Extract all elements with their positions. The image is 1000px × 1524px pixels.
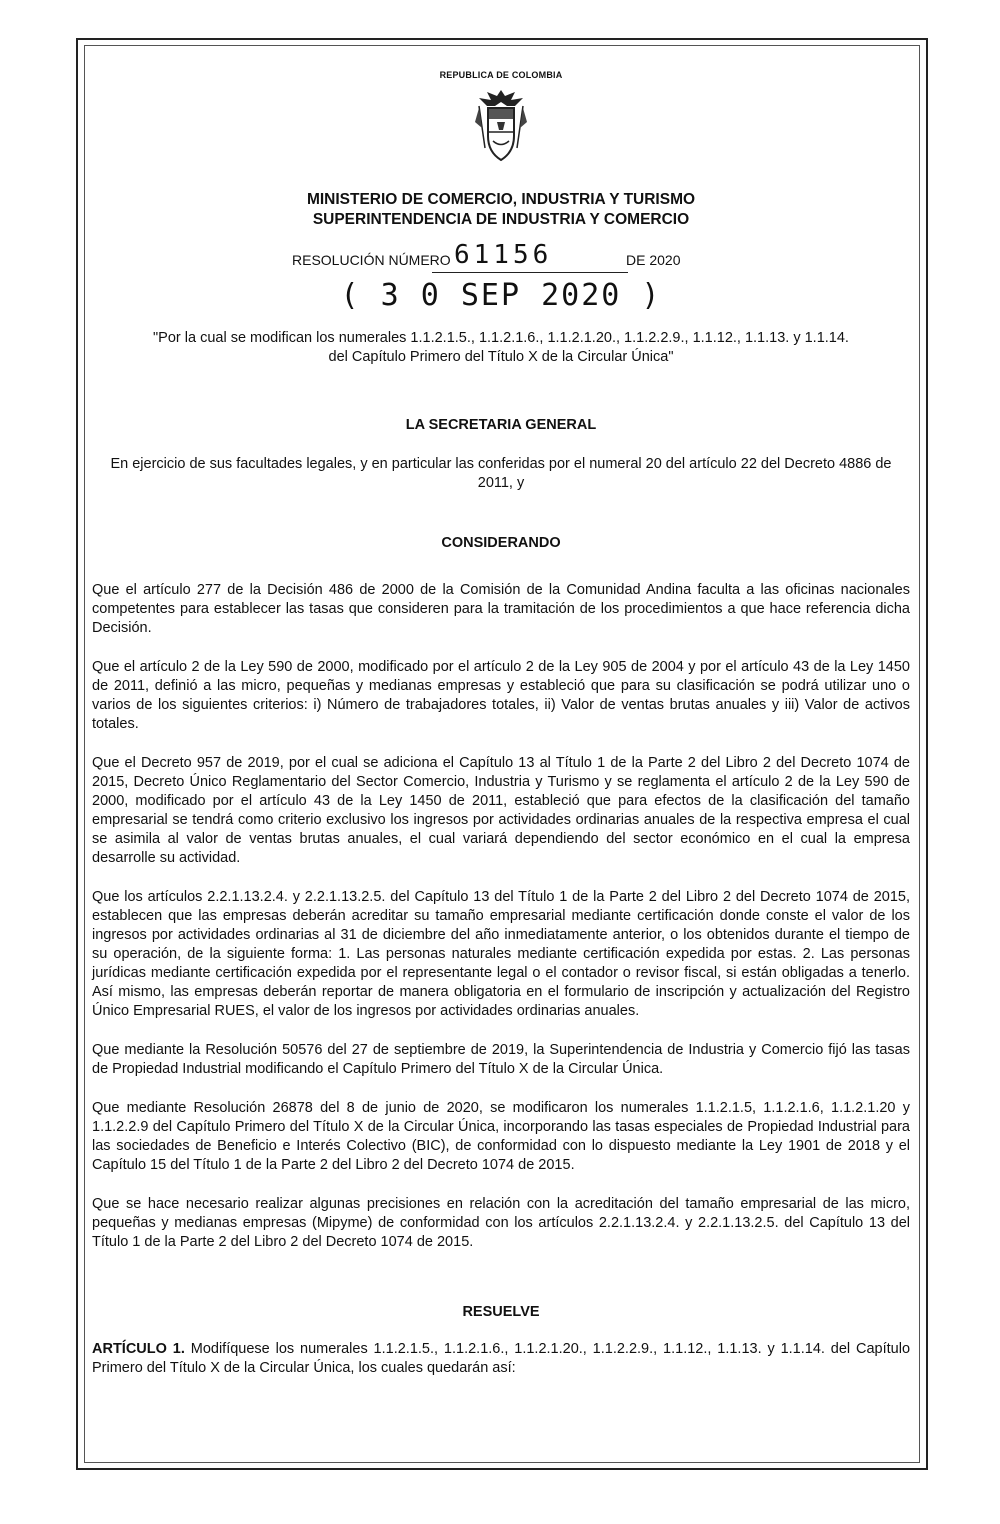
coat-of-arms-icon <box>471 86 531 166</box>
article-1-label: ARTÍCULO 1. <box>92 1341 185 1357</box>
ministry-name: MINISTERIO DE COMERCIO, INDUSTRIA Y TURISMO <box>306 191 696 208</box>
article-1 <box>92 1340 910 1378</box>
resolution-summary <box>92 329 910 367</box>
resolution-label: RESOLUCIÓN NÚMERO <box>292 252 451 268</box>
considerando-paragraph-3: Que el Decreto 957 de 2019, por el cual se adiciona el Capítulo 13 al Título 1 de la Parte 2 del Libro 2 del Decreto 1074 de 2015, Decreto Único Reglamentario del Sector Comercio, Industria y Turismo y se reglamenta el artículo 2 de la Ley 590 de 2000, modificado por el artículo 43 de la Ley 1450 de 2011, estableció que para efectos de la clasificación del tamaño empresarial se tendrá como criterio exclusivo los ingresos por actividades ordinarias anuales de la respectiva empresa el cual se asimila al valor de ventas brutas anuales, el cual variará dependiendo del sector económico en el cual la empresa desarrolle su actividad. <box>92 755 910 866</box>
considerando-paragraph-7: Que se hace necesario realizar algunas precisiones en relación con la acreditación del tamaño empresarial de las micro, pequeñas y medianas empresas (Mipyme) de conformidad con los artículos 2.2.1.13.2.4. y 2.2.1.13.2.5. del Capítulo 13 del Título 1 de la Parte 2 del Libro 2 del Decreto 1074 de 2015. <box>92 1196 910 1250</box>
considerando-paragraph-1: Que el artículo 277 de la Decisión 486 de 2000 de la Comisión de la Comunidad Andina faculta a las oficinas nacionales competentes para establecer las tasas que consideren para la tramitación de los procedimientos a que hace referencia dicha Decisión. <box>92 582 910 636</box>
date-stamp: ( 3 0 SEP 2020 ) <box>340 278 662 313</box>
article-1-text: Modifíquese los numerales 1.1.2.1.5., 1.1.2.1.6., 1.1.2.1.20., 1.1.2.2.9., 1.1.12., 1.1.13. y 1.1.14. del Capítulo Primero del Título X de la Circular Única, los cuales quedarán así: <box>92 1341 911 1376</box>
summary-line-2: del Capítulo Primero del Título X de la Circular Única" <box>328 349 674 365</box>
considerando-heading: CONSIDERANDO <box>441 535 561 551</box>
considerando-paragraph-4: Que los artículos 2.2.1.13.2.4. y 2.2.1.13.2.5. del Capítulo 13 del Título 1 de la Parte 2 del Libro 2 del Decreto 1074 de 2015, establecen que las empresas deberán acreditar su tamaño empresarial mediante certificación donde conste el valor de los ingresos por actividades ordinarias al 31 de diciembre del año inmediatamente anterior, o los obtenidos durante el tiempo de su operación, de la siguiente forma: 1. Las personas naturales mediante certificación expedida por estas. 2. Las personas jurídicas mediante certificación expedida por el representante legal o el contador o revisor fiscal, si están obligadas a tenerlo. Así mismo, las empresas deberán reportar de manera obligatoria en el formulario de inscripción y actualización del Registro Único Empresarial RUES, el valor de los ingresos por actividades ordinarias anuales. <box>92 889 910 1019</box>
document-body <box>92 60 910 1393</box>
considerando-paragraph-2: Que el artículo 2 de la Ley 590 de 2000, modificado por el artículo 2 de la Ley 905 de 2004 y por el artículo 43 de la Ley 1450 de 2011, definió a las micro, pequeñas y medianas empresas y estableció que para su clasificación se podrá utilizar uno o varios de los siguientes criterios: i) Número de trabajadores totales, ii) Valor de ventas brutas anuales y iii) Valor de activos totales. <box>92 659 910 732</box>
resuelve-heading: RESUELVE <box>462 1304 540 1320</box>
resolution-number-line <box>92 240 910 272</box>
resolution-number-underline <box>432 272 628 273</box>
authority-text: En ejercicio de sus facultades legales, y en particular las conferidas por el numeral 20 del artículo 22 del Decreto 4886 de 2011, y <box>110 456 892 491</box>
authority-heading: LA SECRETARIA GENERAL <box>405 417 597 433</box>
resolution-number: 61156 <box>454 240 553 270</box>
superintendence-name: SUPERINTENDENCIA DE INDUSTRIA Y COMERCIO <box>312 211 690 228</box>
republic-label: REPUBLICA DE COLOMBIA <box>439 70 563 80</box>
considerando-paragraph-6: Que mediante Resolución 26878 del 8 de junio de 2020, se modificaron los numerales 1.1.2.1.5, 1.1.2.1.6, 1.1.2.1.20 y 1.1.2.2.9 del Capítulo Primero del Título X de la Circular Única, incorporando las tasas especiales de Propiedad Industrial para las sociedades de Beneficio e Interés Colectivo (BIC), de conformidad con lo dispuesto mediante la Ley 1901 de 2018 y el Capítulo 15 del Título 1 de la Parte 2 del Libro 2 del Decreto 1074 de 2015. <box>92 1100 910 1173</box>
considerando-paragraph-5: Que mediante la Resolución 50576 del 27 de septiembre de 2019, la Superintendencia de Industria y Comercio fijó las tasas de Propiedad Industrial modificando el Capítulo Primero del Título X de la Circular Única. <box>92 1042 910 1077</box>
summary-line-1: "Por la cual se modifican los numerales 1.1.2.1.5., 1.1.2.1.6., 1.1.2.1.20., 1.1.2.2.9., 1.1.12., 1.1.13. y 1.1.14. <box>153 330 849 346</box>
resolution-year: DE 2020 <box>626 252 681 268</box>
ministry-title <box>92 190 910 230</box>
